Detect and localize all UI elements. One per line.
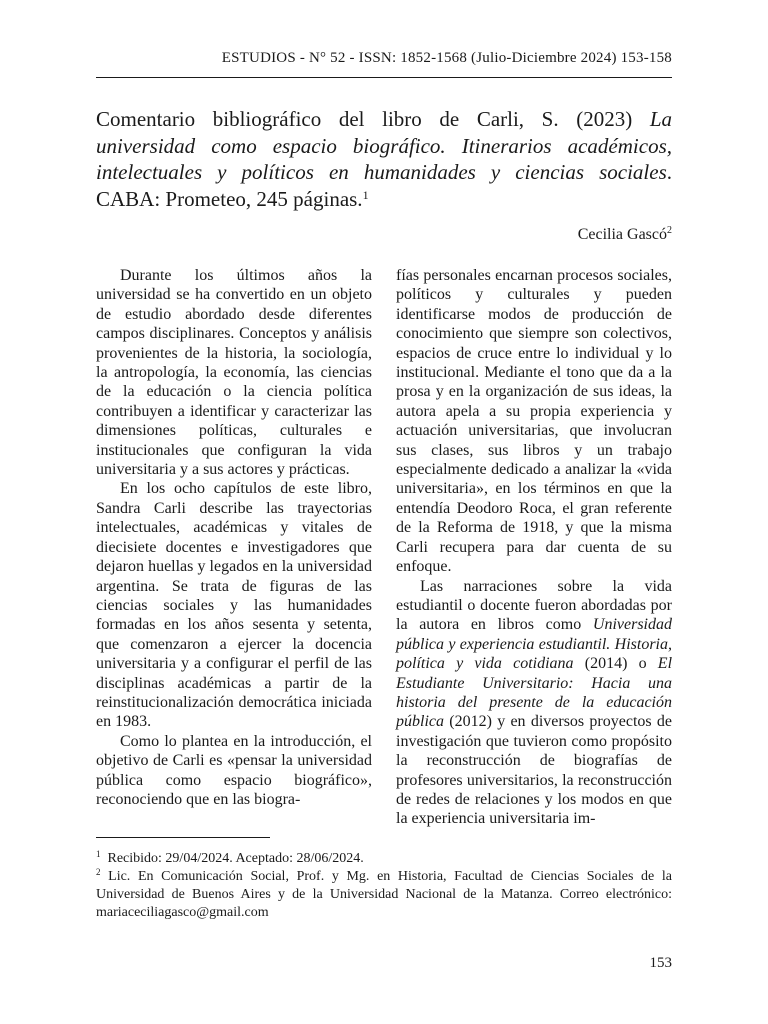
left-column [96,266,372,829]
left-paragraph-2: En los ocho capítulos de este libro, Sandra Carli describe las trayectorias intelectuales, académicas y vitales de diecisiete docentes e investigadores que dejaron huellas y legados en la universidad argentina. Se trata de figuras de las ciencias sociales y las humanidades formadas en los años sesenta y setenta, que comenzaron a ejercer la docencia universitaria y a configurar el perfil de las disciplinas académicas a partir de la reinstitucionalización democrática iniciada en 1983. [96,480,372,731]
footnote-2-text: Lic. En Comunicación Social, Prof. y Mg. en Historia, Facultad de Ciencias Sociales de la Universidad de Buenos Aires y de la Universidad Nacional de la Matanza. Correo electrónico: mariaceciliagasco@gmail.com [96,869,673,920]
title-part-3: . CABA: Prometeo, 245 páginas. [96,160,672,211]
right-paragraph-1: fías personales encarnan procesos sociales, políticos y culturales y pueden identificarse modos de producción de conocimiento que siempre son colectivos, espacios de cruce entre lo individual y lo institucional. Mediante el tono que da a la prosa y en la organización de sus ideas, la autora apela a su propia experiencia y actuación universitarias, que involucran sus clases, sus libros y un trabajo especialmente dedicado a analizar la «vida universitaria», en los términos en que la entendía Deodoro Roca, el gran referente de la Reforma de 1918, y que la misma Carli recupera para dar cuenta de su enfoque. [396,267,672,576]
footnote-1-text: Recibido: 29/04/2024. Aceptado: 28/06/2024. [107,851,364,866]
author-line [578,226,672,244]
footnote-2 [96,868,672,922]
right-paragraph-2 [396,577,672,829]
right-column [396,266,672,829]
footnote-1 [96,850,672,868]
right-p2-text-c: (2014) o [573,655,658,673]
author-name: Cecilia Gascó [577,226,667,243]
right-p2-book-title-1: Universidad pública y experiencia estudiantil. Historia, política y vida cotidiana [396,616,672,673]
footnote-1-mark: 1 [96,849,101,859]
body-columns [96,266,672,829]
title-book-name: La universidad como espacio biográfico. Itinerarios académicos, intelectuales y políticos en humanidades y ciencias sociales [96,107,672,184]
right-p2-text-e: (2012) y en diversos proyectos de investigación que tuvieron como propósito la reconstrucción de biografías de profesores universitarios, la reconstrucción de redes de relaciones y los modos en que la experiencia universitaria im- [396,713,672,828]
author-footnote-mark: 2 [667,225,672,236]
right-p2-text-a: Las narraciones sobre la vida estudiantil o docente fueron abordadas por la autora en libros como [396,577,672,634]
article-title [96,106,672,212]
footnotes [96,850,672,922]
footnote-rule [96,837,270,838]
running-head-text: ESTUDIOS - N° 52 - ISSN: 1852-1568 (Julio-Diciembre 2024) 153-158 [221,50,672,66]
footnote-2-mark: 2 [96,867,101,877]
title-footnote-mark: 1 [362,187,369,202]
page-number: 153 [649,955,672,971]
header-rule [96,77,672,78]
running-header [96,50,672,67]
title-part-1: Comentario bibliográfico del libro de Carli, S. (2023) [96,107,650,131]
left-paragraph-3: Como lo plantea en la introducción, el objetivo de Carli es «pensar la universidad pública como espacio biográfico», reconociendo que en las biogra- [96,732,372,808]
right-p2-book-title-2: El Estudiante Universitario: Hacia una historia del presente de la educación pública [396,655,673,731]
left-paragraph-1: Durante los últimos años la universidad se ha convertido en un objeto de estudio abordado desde diferentes campos disciplinares. Conceptos y análisis provenientes de la historia, la sociología, la antropología, la economía, las ciencias de la educación o la ciencia política contribuyen a identificar y caracterizar las dimensiones políticas, culturales e institucionales que configuran la vida universitaria y a sus actores y prácticas. [96,267,372,479]
